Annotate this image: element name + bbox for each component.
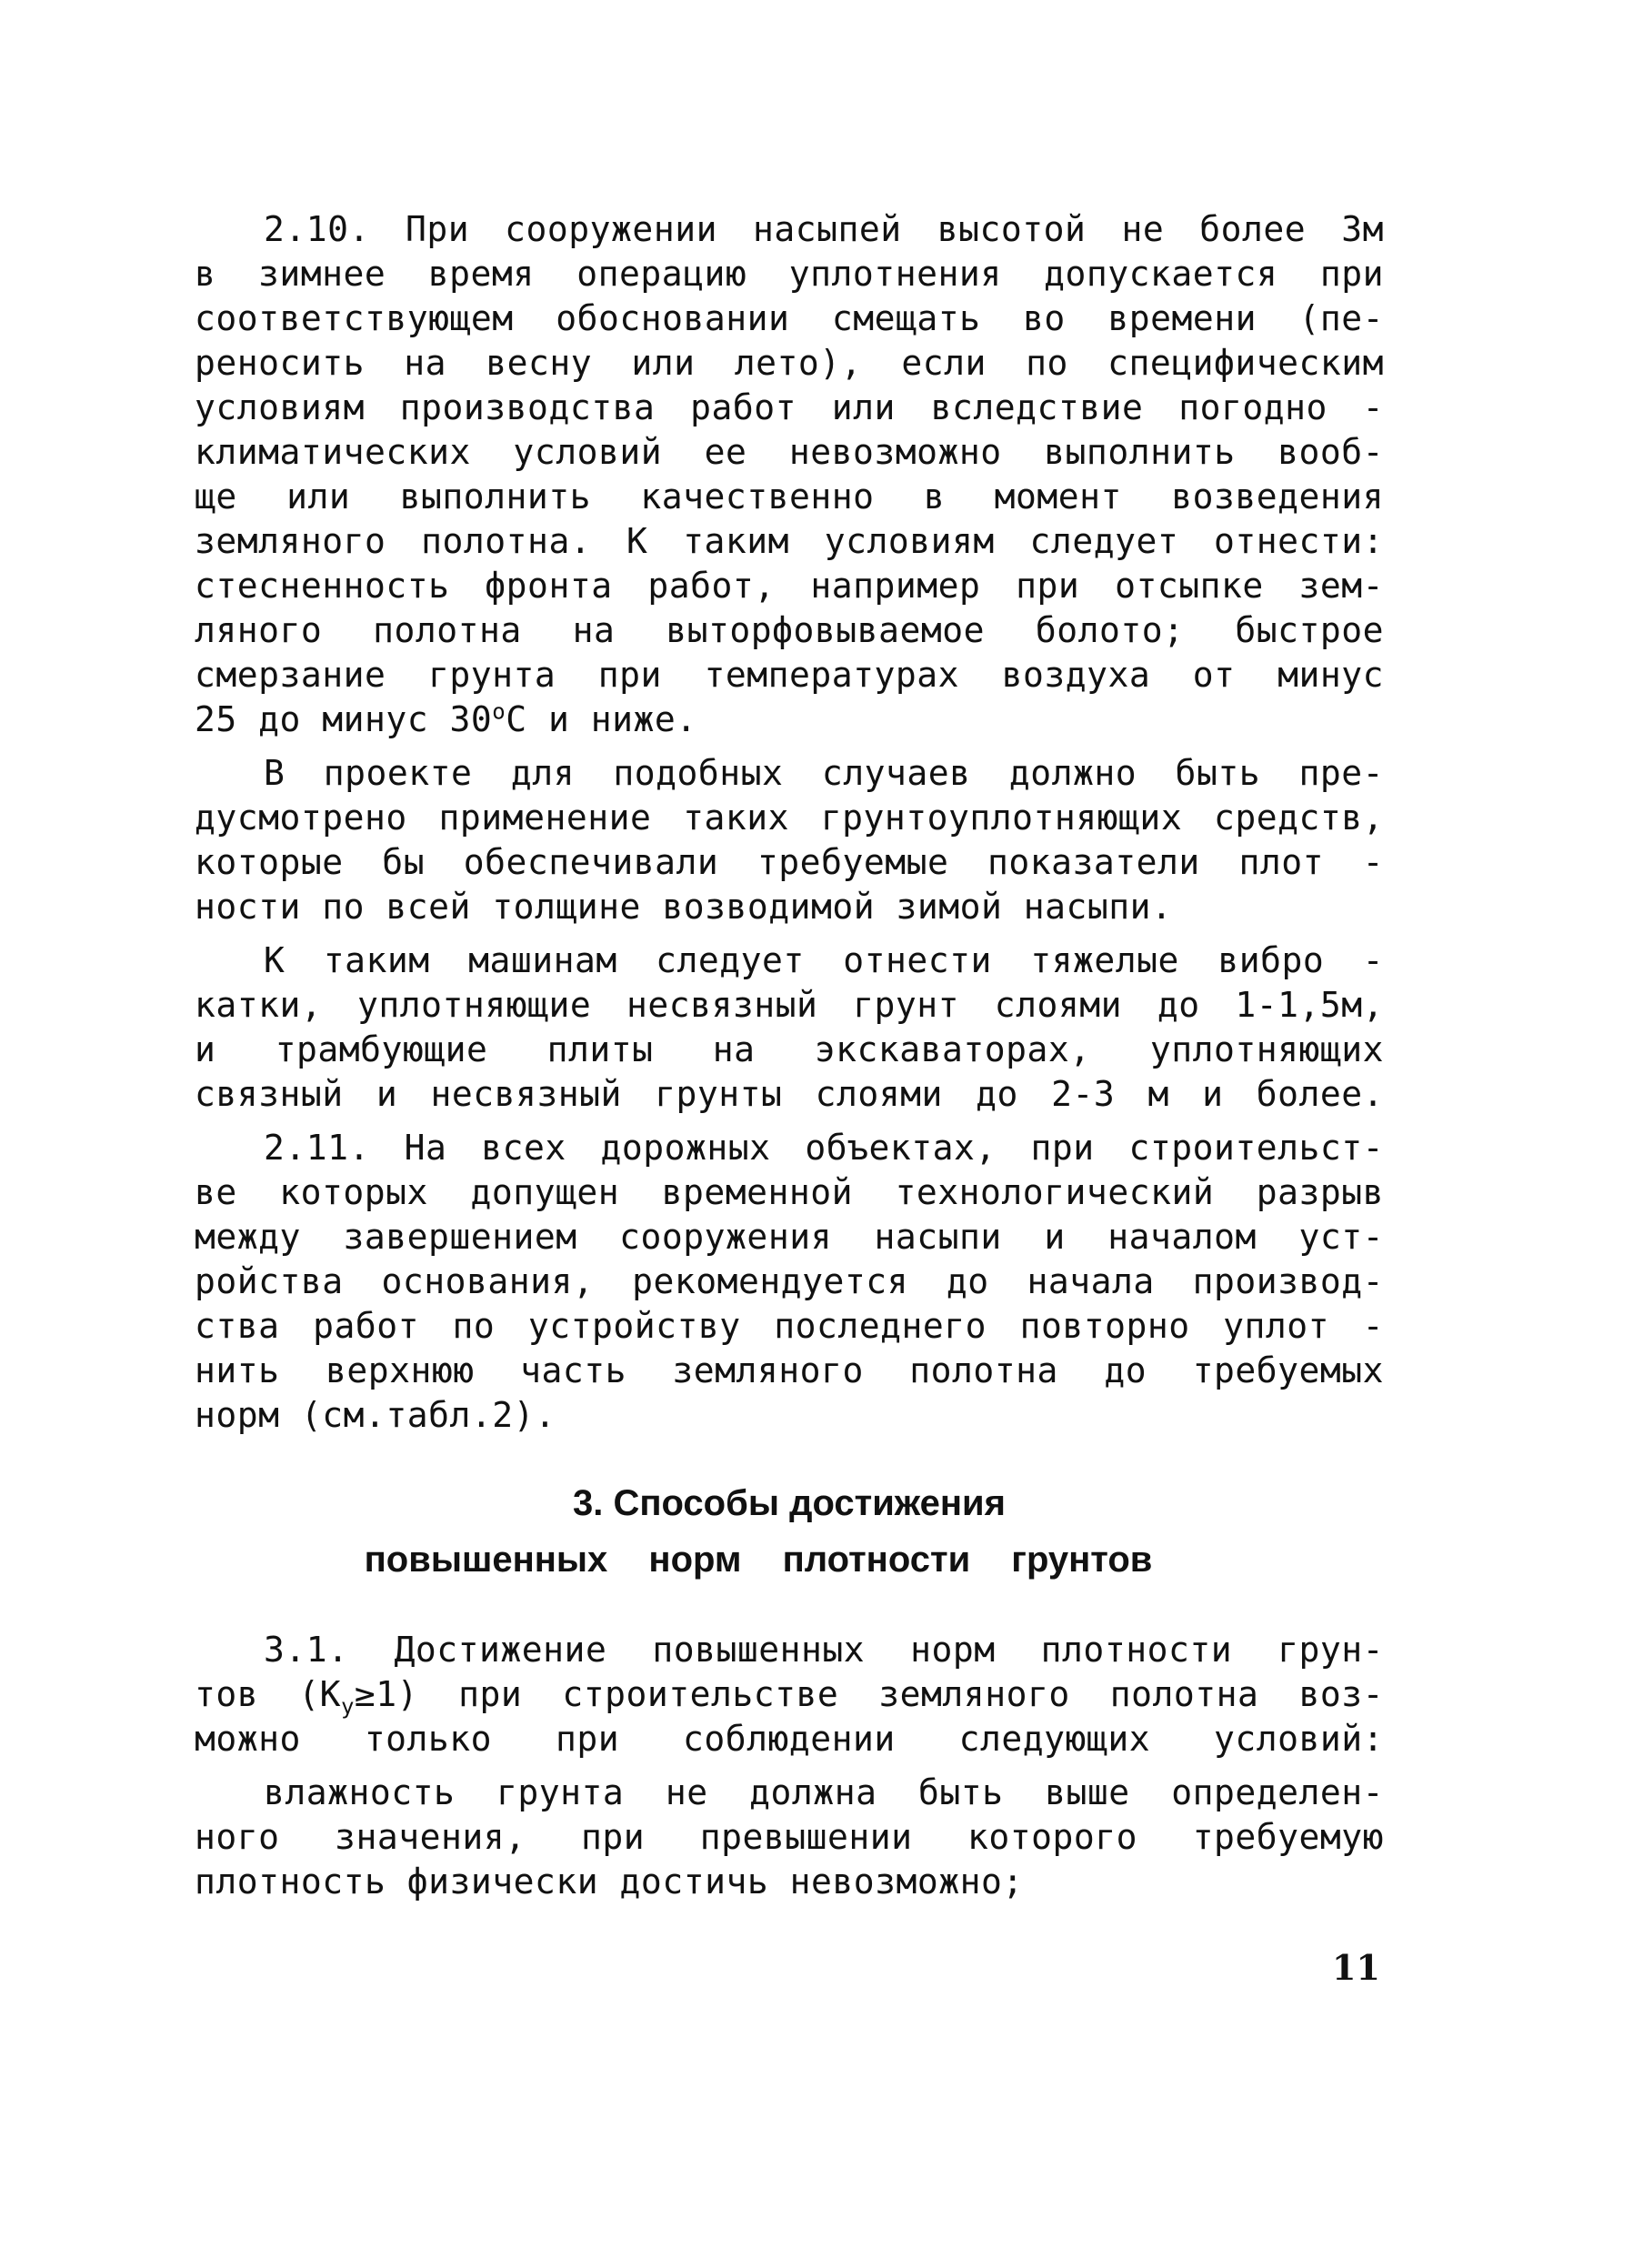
text-line	[195, 1672, 1384, 1720]
text-line: влажность грунта не должна быть выше определен-	[264, 1772, 1384, 1812]
text-line: стесненность фронта работ, например при отсыпке зем-	[195, 566, 1384, 606]
text-fragment: тов (К	[195, 1674, 341, 1714]
text-line: условиям производства работ или вследствие погодно -	[195, 387, 1384, 427]
text-line: между завершением сооружения насыпи и началом уст-	[195, 1217, 1384, 1257]
text-line: ляного полотна на выторфовываемое болото; быстрое	[195, 610, 1384, 650]
text-line: которые бы обеспечивали требуемые показатели плот -	[195, 842, 1384, 882]
text-line: нить верхнюю часть земляного полотна до требуемых	[195, 1350, 1384, 1390]
text-line: ства работ по устройству последнего повторно уплот -	[195, 1306, 1384, 1346]
text-line: плотность физически достичь невозможно;	[195, 1862, 1024, 1902]
subscript: у	[340, 1693, 355, 1720]
text-line: ройства основания, рекомендуется до начала производ-	[195, 1261, 1384, 1301]
page-number: 11	[1332, 1947, 1380, 1988]
text-line: К таким машинам следует отнести тяжелые вибро -	[264, 940, 1384, 980]
text-line: и трамбующие плиты на экскаваторах, уплотняющих	[195, 1029, 1384, 1069]
section-heading: 3. Способы достижения	[573, 1483, 1006, 1523]
text-line: 3.1. Достижение повышенных норм плотности грун-	[264, 1630, 1384, 1670]
text-line: в зимнее время операцию уплотнения допускается при	[195, 254, 1384, 294]
text-line: реносить на весну или лето), если по специфическим	[195, 343, 1384, 383]
text-line: земляного полотна. К таким условиям следует отнести:	[195, 521, 1384, 561]
text-line: норм (см.табл.2).	[195, 1395, 556, 1435]
degree-sign: o	[492, 698, 506, 725]
text-fragment: ≥1) при строительстве земляного полотна воз-	[354, 1674, 1384, 1714]
text-line: дусмотрено применение таких грунтоуплотняющих средств,	[195, 798, 1384, 838]
text-line: 2.11. На всех дорожных объектах, при строительст-	[264, 1128, 1384, 1168]
text-line: ного значения, при превышении которого требуемую	[195, 1817, 1384, 1857]
text-line: соответствующем обосновании смещать во времени (пе-	[195, 298, 1384, 338]
text-line: ве которых допущен временной технологический разрыв	[195, 1172, 1384, 1212]
text-line: В проекте для подобных случаев должно быть пре-	[264, 753, 1384, 793]
text-line: можно только при соблюдении следующих условий:	[195, 1719, 1384, 1759]
text-line	[195, 697, 1384, 741]
text-line: связный и несвязный грунты слоями до 2-3 м и более.	[195, 1074, 1384, 1114]
text-fragment: 25 до минус 30	[195, 699, 493, 739]
text-line: смерзание грунта при температурах воздуха от минус	[195, 655, 1384, 695]
text-fragment: С и ниже.	[506, 699, 697, 739]
text-line: ще или выполнить качественно в момент возведения	[195, 477, 1384, 517]
text-line: катки, уплотняющие несвязный грунт слоями до 1-1,5м,	[195, 985, 1384, 1025]
section-heading: повышенных норм плотности грунтов	[364, 1540, 1153, 1580]
text-line: 2.10. При сооружении насыпей высотой не более 3м	[264, 209, 1384, 249]
text-line: ности по всей толщине возводимой зимой насыпи.	[195, 887, 1173, 927]
text-line: климатических условий ее невозможно выполнить вооб-	[195, 432, 1384, 472]
